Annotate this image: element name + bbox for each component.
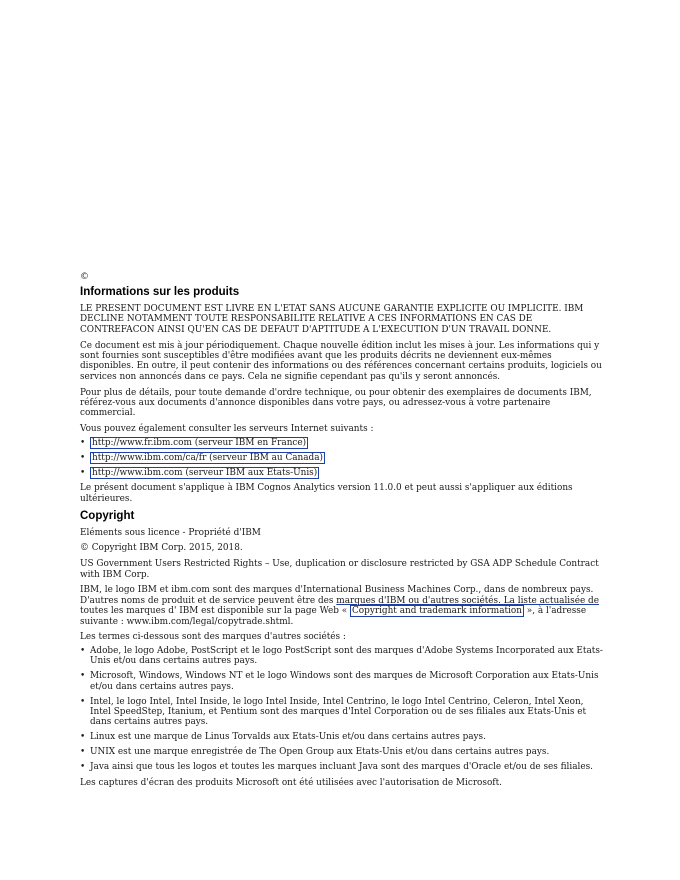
document-page bbox=[80, 272, 606, 794]
copyright-trademark-link[interactable]: Copyright and trademark information bbox=[352, 606, 522, 617]
bullet-icon: • bbox=[80, 452, 86, 463]
list-item bbox=[80, 732, 606, 742]
bullet-icon: • bbox=[80, 747, 86, 758]
bullet-icon: • bbox=[80, 696, 86, 707]
list-item bbox=[80, 438, 606, 448]
list-item bbox=[80, 453, 606, 463]
servers-intro: Vous pouvez également consulter les serveurs Internet suivants : bbox=[80, 424, 374, 435]
gov-rights-paragraph: US Government Users Restricted Rights – Use, duplication or disclosure restricted by GSA ADP Schedule Contract with IBM Corp. bbox=[80, 559, 599, 580]
list-item-text: Adobe, le logo Adobe, PostScript et le logo PostScript sont des marques d'Adobe Systems Incorporated aux Etats-Unis et/ou dans certains autres pays. bbox=[90, 645, 603, 667]
bullet-icon: • bbox=[80, 671, 86, 682]
other-marks-intro: Les termes ci-dessous sont des marques d'autres sociétés : bbox=[80, 632, 346, 643]
corp-copyright-line: © Copyright IBM Corp. 2015, 2018. bbox=[80, 543, 243, 554]
list-item-text: Microsoft, Windows, Windows NT et le logo Windows sont des marques de Microsoft Corporation aux Etats-Unis et/ou dans certains autres pays. bbox=[90, 671, 599, 692]
other-marks-list bbox=[80, 646, 606, 773]
updates-paragraph: Ce document est mis à jour périodiquement. Chaque nouvelle édition inclut les mises à jour. Les informations qui y sont fournies sont susceptibles d'être modifiées avant que les produits décrits ne deviennent eux-mêmes disponibles. En outre, il peut contenir des informations ou des références concernant certains produits, logiciels ou services non annoncés dans ce pays. Cela ne signifie cependant pas qu'ils y seront annoncés. bbox=[80, 340, 602, 382]
trademark-text-3: », à l'adresse suivante : www.ibm.com/legal/copytrade.shtml. bbox=[80, 606, 587, 627]
list-item bbox=[80, 697, 606, 728]
copyright-symbol: © bbox=[80, 272, 89, 282]
link-ibm-france[interactable]: http://www.fr.ibm.com (serveur IBM en France) bbox=[92, 437, 307, 448]
link-ibm-us[interactable]: http://www.ibm.com (serveur IBM aux Etats-Unis) bbox=[92, 467, 318, 478]
bullet-icon: • bbox=[80, 732, 86, 743]
details-paragraph: Pour plus de détails, pour toute demande d'ordre technique, ou pour obtenir des exemplaires de documents IBM, référez-vous aux documents d'annonce disponibles dans votre pays, ou adressez-vous à votre partenaire commercial. bbox=[80, 387, 592, 419]
list-item bbox=[80, 747, 606, 757]
trademark-text-1: IBM, le logo IBM et ibm.com sont des marques d'International Business Machines Corp., dans de nombreux pays. D'autres noms de produit et de service peuvent être des bbox=[80, 585, 594, 606]
link-ibm-canada[interactable]: http://www.ibm.com/ca/fr (serveur IBM au Canada) bbox=[92, 452, 323, 463]
screenshots-paragraph: Les captures d'écran des produits Microsoft ont été utilisées avec l'autorisation de Microsoft. bbox=[80, 778, 502, 789]
copyright-heading: Copyright bbox=[80, 509, 135, 522]
bullet-icon: • bbox=[80, 762, 86, 773]
trademark-text-2: toutes les marques d' IBM est disponible sur la page Web « bbox=[80, 606, 350, 617]
trademark-underlined-text: marques d'IBM ou d'autres sociétés. La liste actualisée de bbox=[336, 595, 599, 606]
bullet-icon: • bbox=[80, 645, 86, 656]
bullet-icon: • bbox=[80, 467, 86, 478]
warranty-paragraph: LE PRESENT DOCUMENT EST LIVRE EN L'ETAT SANS AUCUNE GARANTIE EXPLICITE OU IMPLICITE. IBM DECLINE NOTAMMENT TOUTE RESPONSABILITE RELATIVE A CES INFORMATIONS EN CAS DE CONTREFACON AINSI QU'EN CAS DE DEFAUT D'APTITUDE A L'EXECUTION D'UN TRAVAIL DONNE. bbox=[80, 304, 584, 335]
applies-paragraph: Le présent document s'applique à IBM Cognos Analytics version 11.0.0 et peut aussi s'appliquer aux éditions ultérieures. bbox=[80, 483, 573, 504]
products-heading: Informations sur les produits bbox=[80, 286, 240, 298]
licensed-line: Eléments sous licence - Propriété d'IBM bbox=[80, 527, 261, 538]
list-item bbox=[80, 646, 606, 667]
list-item-text: Java ainsi que tous les logos et toutes les marques incluant Java sont des marques d'Oracle et/ou de ses filiales. bbox=[90, 762, 593, 773]
server-links-list bbox=[80, 438, 606, 478]
list-item-text: UNIX est une marque enregistrée de The Open Group aux Etats-Unis et/ou dans certains autres pays. bbox=[90, 747, 550, 758]
list-item bbox=[80, 468, 606, 478]
list-item-text: Intel, le logo Intel, Intel Inside, le logo Intel Inside, Intel Centrino, le logo Intel Centrino, Celeron, Intel Xeon, Intel SpeedStep, Itanium, et Pentium sont des marques d'Intel Corporation ou de ses filiales aux Etats-Unis et dans certains autres pays. bbox=[90, 696, 587, 728]
trademark-paragraph bbox=[80, 585, 606, 627]
list-item-text: Linux est une marque de Linus Torvalds aux Etats-Unis et/ou dans certains autres pays. bbox=[90, 732, 486, 743]
bullet-icon: • bbox=[80, 437, 86, 448]
list-item bbox=[80, 762, 606, 772]
list-item bbox=[80, 671, 606, 692]
